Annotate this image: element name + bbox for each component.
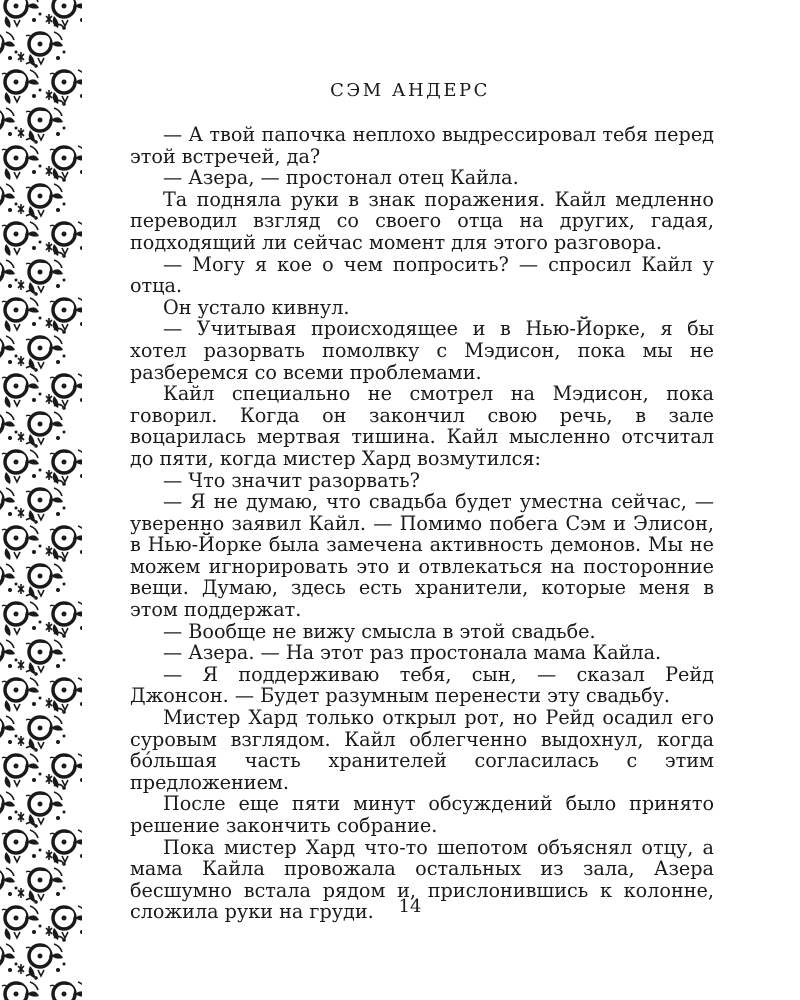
- ornament-motif: [26, 32, 66, 66]
- ornament-motif: [50, 830, 82, 864]
- ornament-motif: [26, 488, 66, 522]
- ornament-motif: [50, 754, 82, 788]
- ornament-motif: [2, 0, 42, 28]
- ornament-motif: [50, 450, 82, 484]
- paragraph: Он устало кивнул.: [163, 295, 350, 319]
- paragraph: — Могу я кое о чем попросить? — спросил Кайл у отца.: [130, 252, 714, 298]
- ornament-motif: [2, 906, 42, 940]
- ornament-motif: [0, 184, 18, 218]
- paragraph: — А твой папочка неплохо выдрессировал тебя перед этой встречей, да?: [130, 123, 714, 168]
- ornament-motif: [50, 0, 82, 28]
- ornament-motif: [0, 488, 18, 522]
- ornament-motif: [2, 298, 42, 332]
- paragraph: Та подняла руки в знак поражения. Кайл медленно переводил взгляд со своего отца на других, гадая, подходящий ли сейчас момент для этого разговора.: [130, 187, 714, 254]
- ornament-motif: [26, 412, 66, 446]
- ornament-motif: [26, 792, 66, 826]
- paragraph: Мистер Хард только открыл рот, но Рейд осадил его суровым взглядом. Кайл облегченно выдохнул, когда бóльшая часть хранителей согласилась с этим предложением.: [130, 706, 714, 794]
- ornament-motif: [26, 944, 66, 978]
- ornament-motif: [26, 640, 66, 674]
- paragraph: — Я не думаю, что свадьба будет уместна сейчас, — уверенно заявил Кайл. — Помимо побега Сэм и Элисон, в Нью-Йорке была замечена активность демонов. Мы не можем игнорировать это и отвлекаться на посторонние вещи. Думаю, здесь есть хранители, которые меня в этом поддержат.: [130, 490, 714, 622]
- ornament-motif: [0, 944, 18, 978]
- paragraph: — Что значит разорвать?: [163, 468, 420, 492]
- page-text-body: [130, 124, 714, 923]
- floral-pattern-icon: [0, 0, 82, 1000]
- ornament-motif: [50, 526, 82, 560]
- ornament-motif: [26, 716, 66, 750]
- paragraph: Кайл специально не смотрел на Мэдисон, пока говорил. Когда он закончил свою речь, в зале воцарилась мертвая тишина. Кайл мысленно отсчитал до пяти, когда мистер Хард возмутился:: [130, 382, 714, 470]
- ornament-motif: [0, 412, 18, 446]
- ornament-motif: [2, 982, 42, 1000]
- ornament-motif: [0, 336, 18, 370]
- ornament-motif: [26, 564, 66, 598]
- ornament-motif: [0, 792, 18, 826]
- ornament-motif: [50, 678, 82, 712]
- ornament-motif: [0, 32, 18, 66]
- ornament-motif: [0, 260, 18, 294]
- ornament-motif: [50, 222, 82, 256]
- ornament-motif: [0, 564, 18, 598]
- ornament-motif: [26, 336, 66, 370]
- ornament-motif: [50, 70, 82, 104]
- ornament-motif: [26, 868, 66, 902]
- paragraph: — Учитывая происходящее и в Нью-Йорке, я бы хотел разорвать помолвку с Мэдисон, пока мы не разберемся со всеми проблемами.: [130, 317, 714, 384]
- ornament-motif: [50, 298, 82, 332]
- ornament-motif: [0, 640, 18, 674]
- ornament-motif: [50, 982, 82, 1000]
- ornament-motif: [2, 830, 42, 864]
- ornament-motif: [0, 108, 18, 142]
- paragraph: — Азера. — На этот раз простонала мама Кайла.: [163, 641, 662, 665]
- running-head-author: СЭМ АНДЕРС: [330, 80, 490, 101]
- ornament-motif: [0, 716, 18, 750]
- ornament-motif: [2, 602, 42, 636]
- ornament-motif: [50, 906, 82, 940]
- ornament-motif: [2, 450, 42, 484]
- paragraph: — Вообще не вижу смысла в этой свадьбе.: [163, 619, 596, 643]
- paragraph: После еще пяти минут обсуждений было принято решение закончить собрание.: [130, 792, 714, 837]
- ornament-motif: [26, 108, 66, 142]
- ornament-motif: [2, 374, 42, 408]
- ornament-motif: [2, 146, 42, 180]
- ornament-motif: [2, 678, 42, 712]
- page-number: 14: [398, 896, 422, 917]
- ornament-motif: [2, 222, 42, 256]
- ornament-motif: [50, 374, 82, 408]
- ornament-motif: [0, 868, 18, 902]
- ornament-motif: [50, 146, 82, 180]
- decorative-ornament-border: [0, 0, 82, 1000]
- paragraph: — Азера, — простонал отец Кайла.: [163, 166, 519, 190]
- ornament-motif: [2, 754, 42, 788]
- ornament-motif: [26, 260, 66, 294]
- ornament-motif: [2, 526, 42, 560]
- paragraph: Пока мистер Хард что-то шепотом объяснял отцу, а мама Кайла провожала остальных из зала, Азера бесшумно встала рядом и, прислонившись к колонне, сложила руки на груди.: [130, 835, 714, 924]
- ornament-motif: [2, 70, 42, 104]
- paragraph: — Я поддерживаю тебя, сын, — сказал Рейд Джонсон. — Будет разумным перенести эту свадьбу.: [130, 662, 714, 708]
- ornament-motif: [26, 184, 66, 218]
- ornament-motif: [50, 602, 82, 636]
